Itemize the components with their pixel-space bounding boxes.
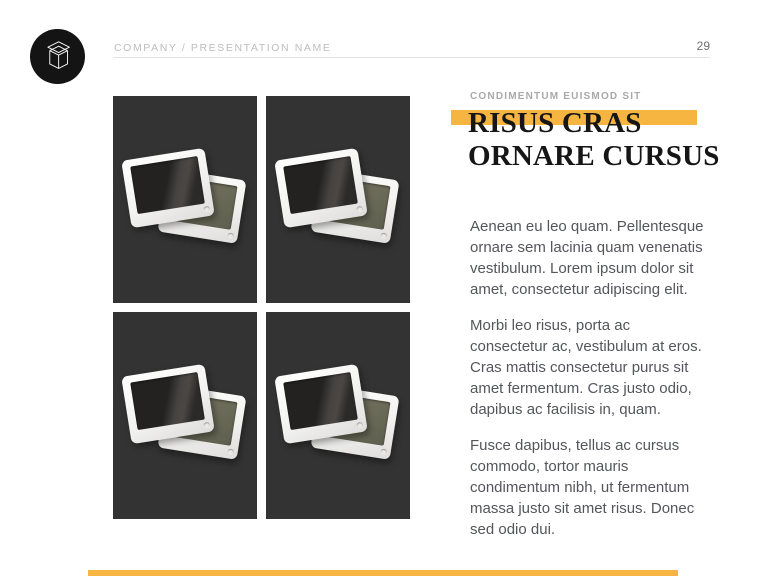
image-gallery-grid xyxy=(113,96,410,519)
body-text xyxy=(470,216,710,555)
slide-title xyxy=(468,107,720,173)
body-paragraph: Aenean eu leo quam. Pellentesque ornare sem lacinia quam venenatis vestibulum. Lorem ipsum dolor sit amet, consectetur adipiscing elit. xyxy=(470,218,704,298)
company-logo xyxy=(30,29,85,84)
page-number: 29 xyxy=(696,39,710,53)
gallery-tile xyxy=(266,312,410,519)
footer-accent-bar xyxy=(88,570,678,576)
company-presentation-name: COMPANY / PRESENTATION NAME xyxy=(114,42,332,54)
photo-slides-icon xyxy=(126,152,244,248)
gallery-tile xyxy=(113,96,257,303)
slide-title-line1: RISUS CRAS xyxy=(468,107,642,139)
slide-title-line2: ORNARE CURSUS xyxy=(468,140,720,172)
body-paragraph: Morbi leo risus, porta ac consectetur ac, vestibulum at eros. Cras mattis consectetur purus sit amet fermentum. Cras justo odio, dapibus ac facilisis in, quam. xyxy=(470,317,702,418)
header-divider xyxy=(113,57,710,58)
photo-slides-icon xyxy=(126,368,244,464)
photo-slides-icon xyxy=(279,368,397,464)
cube-logo-icon xyxy=(39,38,77,76)
gallery-tile xyxy=(266,96,410,303)
photo-slides-icon xyxy=(279,152,397,248)
section-eyebrow: CONDIMENTUM EUISMOD SIT xyxy=(470,91,642,102)
gallery-tile xyxy=(113,312,257,519)
body-paragraph: Fusce dapibus, tellus ac cursus commodo, tortor mauris condimentum nibh, ut fermentum massa justo sit amet risus. Donec sed odio dui. xyxy=(470,437,695,538)
